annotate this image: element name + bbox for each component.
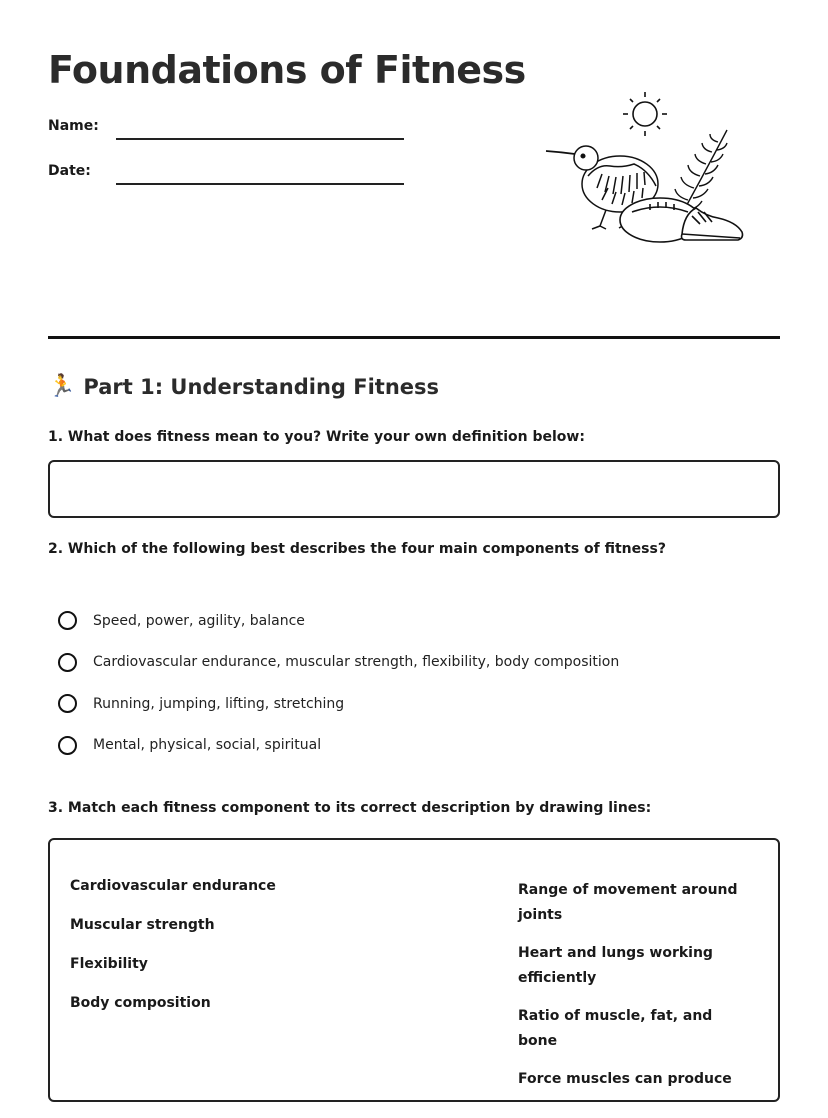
kiwi-fern-shoe-sun-illustration — [542, 88, 752, 248]
name-input-line[interactable] — [116, 138, 404, 140]
part-1-title: Part 1: Understanding Fitness — [83, 374, 440, 399]
q2-option-label: Mental, physical, social, spiritual — [93, 737, 322, 754]
q2-options — [58, 600, 619, 766]
match-description[interactable]: Ratio of muscle, fat, and bone — [518, 1008, 713, 1049]
radio-circle-icon[interactable] — [58, 736, 77, 755]
q2-option-label: Running, jumping, lifting, stretching — [93, 695, 345, 712]
sneaker-icon — [682, 208, 743, 240]
question-3: 3. Match each fitness component to its correct description by drawing lines: — [48, 800, 652, 816]
section-divider — [48, 336, 780, 339]
q2-option-label: Speed, power, agility, balance — [93, 612, 305, 629]
q2-option-label: Cardiovascular endurance, muscular strength, flexibility, body composition — [93, 654, 620, 671]
q2-option[interactable] — [58, 725, 619, 767]
match-description[interactable]: Force muscles can produce — [518, 1071, 732, 1087]
radio-circle-icon[interactable] — [58, 653, 77, 672]
date-label: Date: — [48, 163, 91, 179]
page-title: Foundations of Fitness — [48, 48, 526, 92]
match-component[interactable]: Flexibility — [70, 956, 148, 972]
match-description[interactable]: Range of movement around joints — [518, 882, 738, 923]
matching-box[interactable] — [48, 838, 780, 1102]
q2-option[interactable] — [58, 683, 619, 725]
name-label: Name: — [48, 118, 99, 134]
sun-icon — [623, 92, 667, 136]
part-1-heading — [48, 374, 439, 399]
match-description[interactable]: Heart and lungs working efficiently — [518, 945, 713, 986]
radio-circle-icon[interactable] — [58, 611, 77, 630]
question-1: 1. What does fitness mean to you? Write your own definition below: — [48, 429, 585, 445]
definition-answer-box[interactable] — [48, 460, 780, 518]
date-input-line[interactable] — [116, 183, 404, 185]
q2-option[interactable] — [58, 600, 619, 642]
radio-circle-icon[interactable] — [58, 694, 77, 713]
question-2: 2. Which of the following best describes the four main components of fitness? — [48, 541, 666, 557]
match-component[interactable]: Body composition — [70, 995, 211, 1011]
date-field — [48, 163, 91, 179]
match-descriptions-column — [518, 878, 738, 1105]
runner-icon: 🏃 — [48, 374, 76, 399]
match-components-column — [70, 878, 276, 1034]
name-field — [48, 118, 99, 134]
q2-option[interactable] — [58, 642, 619, 684]
match-component[interactable]: Cardiovascular endurance — [70, 878, 276, 894]
match-component[interactable]: Muscular strength — [70, 917, 215, 933]
